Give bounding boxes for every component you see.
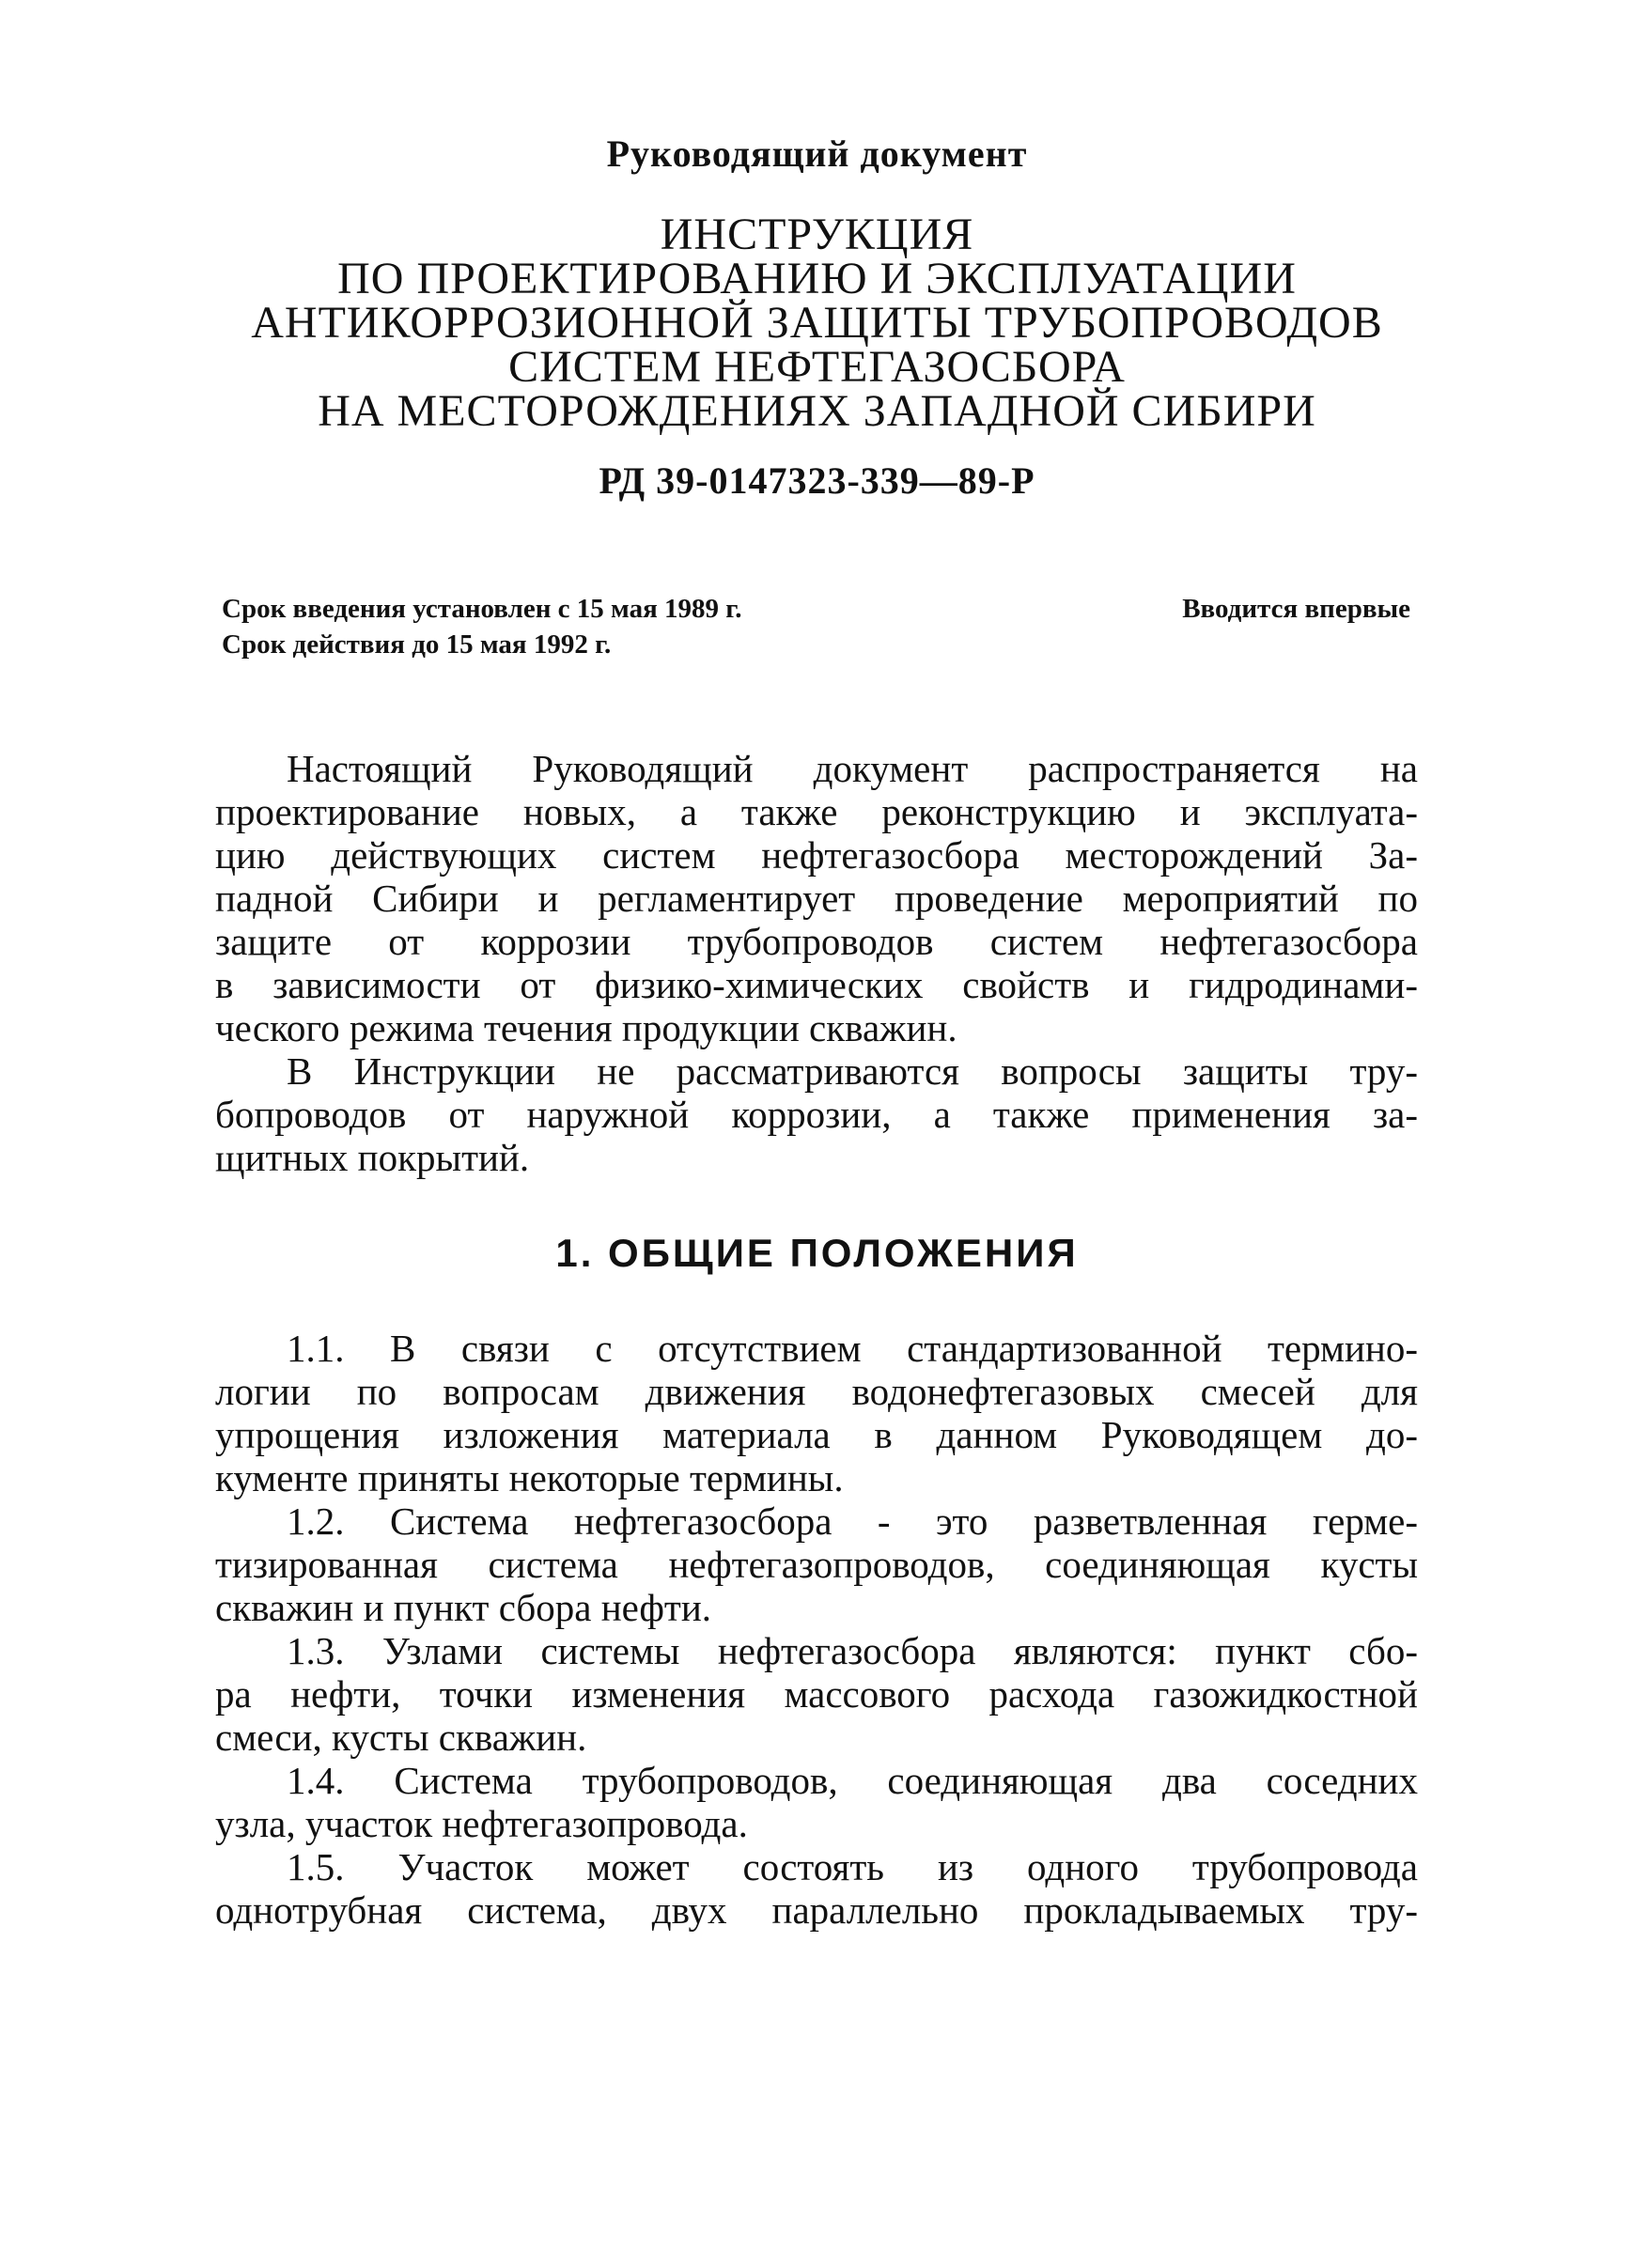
clause-1-1 — [215, 1327, 1418, 1499]
document-title — [169, 210, 1465, 436]
text-line: щитных покрытий. — [215, 1136, 530, 1179]
title-line: НА МЕСТОРОЖДЕНИЯХ ЗАПАДНОЙ СИБИРИ — [318, 386, 1316, 436]
title-line: ИНСТРУКЦИЯ — [660, 210, 974, 259]
text-line: однотрубная система, двух параллельно прокладываемых тру- — [215, 1888, 1418, 1932]
text-line: В Инструкции не рассматриваются вопросы защиты тру- — [287, 1049, 1418, 1093]
intro-paragraph-scope — [215, 747, 1418, 1049]
clause-1-3 — [215, 1629, 1418, 1759]
text-line: падной Сибири и регламентирует проведение мероприятий по — [215, 877, 1418, 920]
document-kind: Руководящий документ — [606, 132, 1028, 175]
text-line: проектирование новых, а также реконструкцию и эксплуата- — [215, 790, 1418, 833]
text-line: в зависимости от физико-химических свойств и гидродинами- — [215, 963, 1418, 1006]
validity-dates — [222, 591, 741, 662]
clause-1-4 — [215, 1759, 1418, 1845]
text-line: упрощения изложения материала в данном Руководящем до- — [215, 1413, 1418, 1456]
text-line: смеси, кусты скважин. — [215, 1716, 587, 1759]
effective-date: Срок введения установлен с 15 мая 1989 г. — [222, 594, 742, 624]
text-line: 1.3. Узлами системы нефтегазосбора являются: пункт сбо- — [287, 1629, 1418, 1672]
clause-1-2 — [215, 1499, 1418, 1629]
text-line: логии по вопросам движения водонефтегазовых смесей для — [215, 1370, 1418, 1413]
text-line: ческого режима течения продукции скважин. — [215, 1006, 957, 1049]
expiry-date: Срок действия до 15 мая 1992 г. — [222, 629, 612, 660]
text-line: цию действующих систем нефтегазосбора месторождений За- — [215, 833, 1418, 877]
text-line: Настоящий Руководящий документ распространяется на — [287, 747, 1418, 790]
text-line: ра нефти, точки изменения массового расхода газожидкостной — [215, 1672, 1418, 1716]
text-line: кументе приняты некоторые термины. — [215, 1456, 844, 1499]
document-code: РД 39-0147323-339—89-Р — [599, 459, 1035, 502]
section-body — [215, 1327, 1418, 1932]
introduction-status: Вводится впервые — [1182, 594, 1410, 624]
text-line: защите от коррозии трубопроводов систем нефтегазосбора — [215, 920, 1418, 963]
text-line: 1.5. Участок может состоять из одного трубопровода — [287, 1845, 1418, 1888]
title-line: ПО ПРОЕКТИРОВАНИЮ И ЭКСПЛУАТАЦИИ — [337, 254, 1297, 303]
text-line: 1.4. Система трубопроводов, соединяющая два соседних — [287, 1759, 1418, 1802]
introduction — [215, 747, 1418, 1179]
intro-paragraph-exclusions — [215, 1049, 1418, 1179]
text-line: узла, участок нефтегазопровода. — [215, 1802, 748, 1845]
title-line: СИСТЕМ НЕФТЕГАЗОСБОРА — [508, 342, 1126, 392]
text-line: 1.2. Система нефтегазосбора - это разветвленная герме- — [287, 1499, 1418, 1543]
text-line: бопроводов от наружной коррозии, а также применения за- — [215, 1093, 1418, 1136]
text-line: скважин и пункт сбора нефти. — [215, 1586, 712, 1629]
text-line: 1.1. В связи с отсутствием стандартизованной термино- — [287, 1327, 1418, 1370]
text-line: тизированная система нефтегазопроводов, соединяющая кусты — [215, 1543, 1418, 1586]
clause-1-5 — [215, 1845, 1418, 1932]
section-heading: 1. ОБЩИЕ ПОЛОЖЕНИЯ — [555, 1231, 1079, 1275]
title-line: АНТИКОРРОЗИОННОЙ ЗАЩИТЫ ТРУБОПРОВОДОВ — [251, 298, 1383, 348]
